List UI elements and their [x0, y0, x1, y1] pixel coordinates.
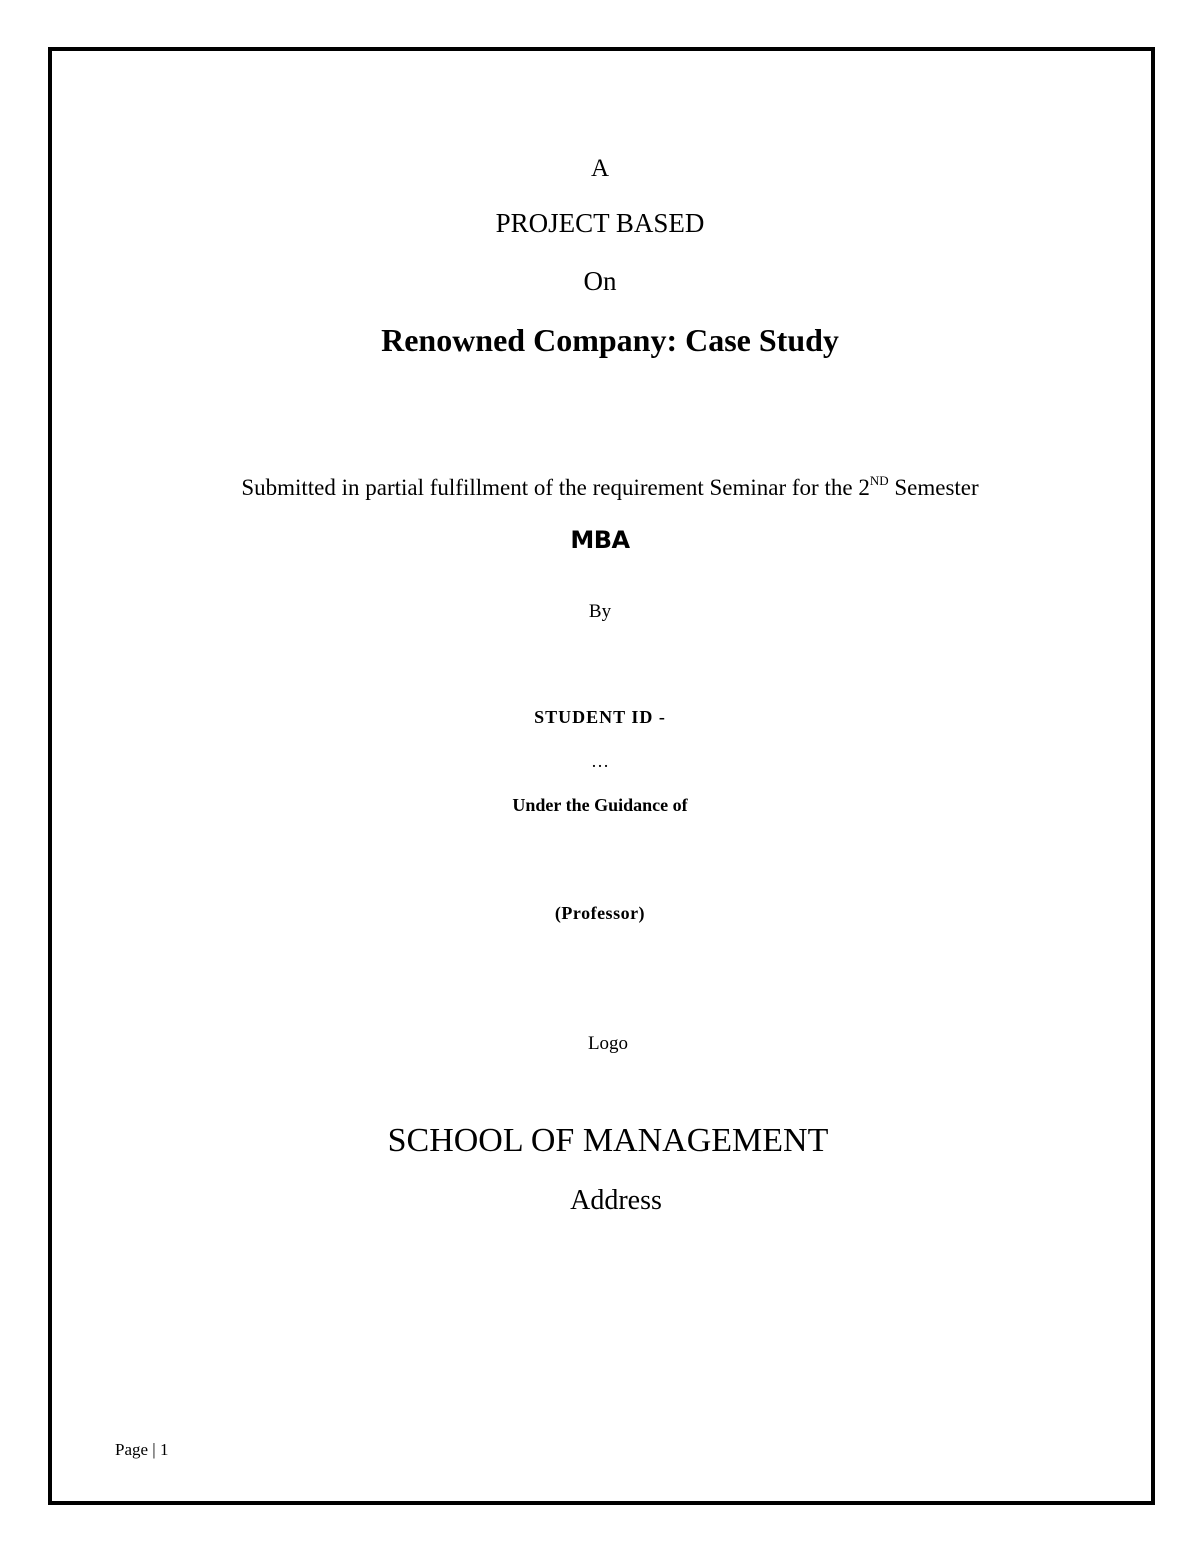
cover-line-project: PROJECT BASED	[495, 208, 705, 238]
school-name: SCHOOL OF MANAGEMENT	[387, 1122, 829, 1159]
program-name: MBA	[570, 526, 630, 554]
professor-label: (Professor)	[554, 903, 646, 923]
school-address: Address	[570, 1185, 662, 1216]
submitted-suffix: Semester	[888, 475, 979, 500]
cover-line-on: On	[583, 266, 617, 296]
cover-line-a: A	[590, 155, 610, 182]
submitted-text: Submitted in partial fulfillment of the requirement Seminar for the 2	[241, 475, 870, 500]
cover-title: Renowned Company: Case Study	[381, 322, 839, 358]
submitted-statement	[10, 473, 1200, 500]
page-number-footer: Page | 1	[115, 1440, 169, 1459]
submitted-superscript: ND	[869, 473, 889, 488]
student-id-value: …	[591, 751, 609, 771]
by-label: By	[588, 601, 612, 622]
guidance-label: Under the Guidance of	[512, 795, 688, 815]
logo-placeholder: Logo	[587, 1033, 629, 1054]
student-id-label: STUDENT ID -	[534, 707, 666, 727]
